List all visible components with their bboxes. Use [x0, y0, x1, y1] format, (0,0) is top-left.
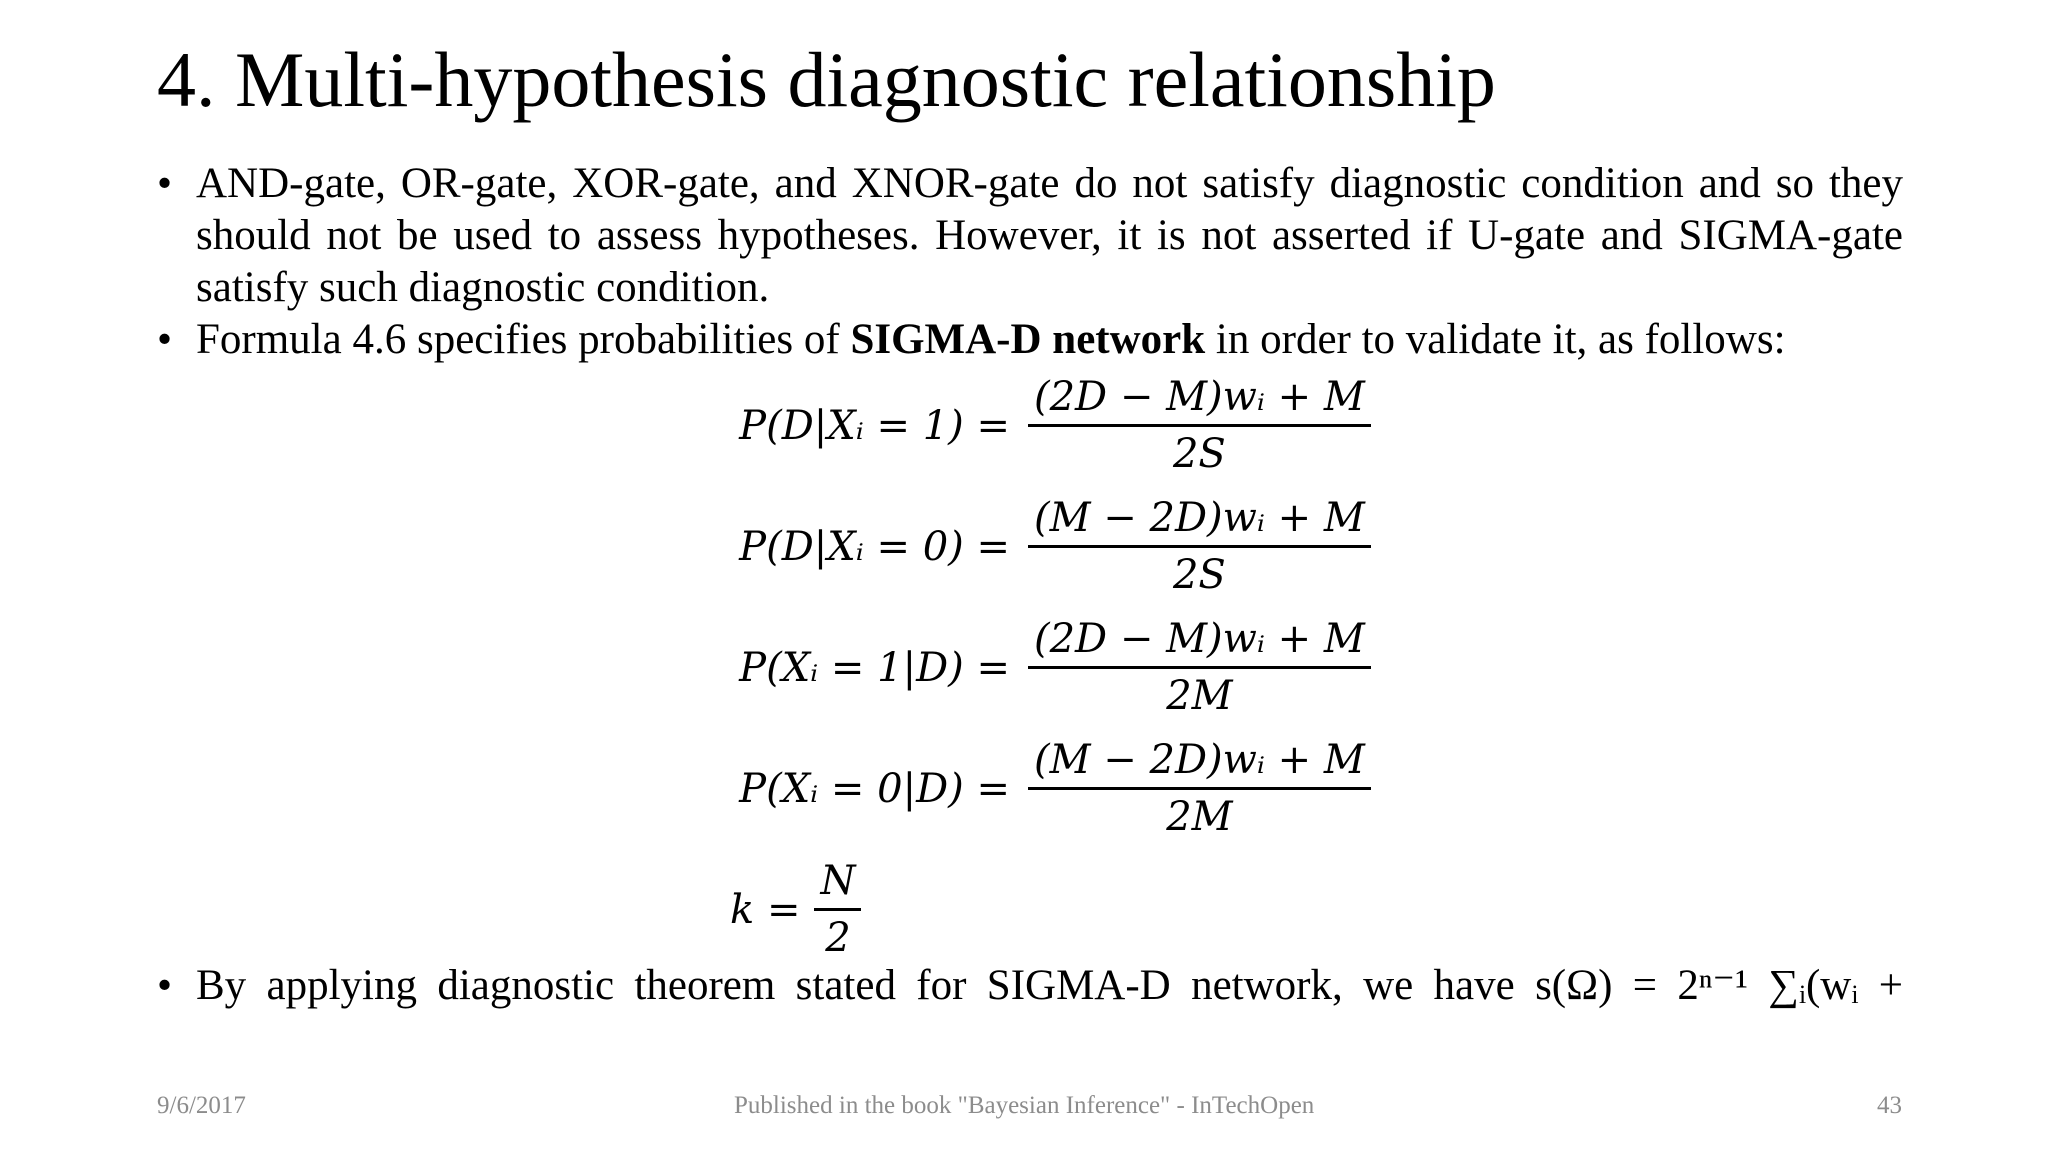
- fraction-denominator: 2M: [1166, 673, 1233, 719]
- bullet-text: Formula 4.6 specifies probabilities of: [196, 316, 851, 363]
- bullet-text: By applying diagnostic theorem stated for SIGMA-D network, we have s(Ω) = 2ⁿ⁻¹ ∑ᵢ(wᵢ +: [196, 962, 1903, 1009]
- fraction-numerator: N: [814, 858, 861, 911]
- bullet-item: [157, 960, 1903, 1012]
- equation-lhs: P(D|Xᵢ = 0) =: [739, 523, 1010, 570]
- fraction-denominator: 2S: [1172, 431, 1226, 477]
- equation: [730, 495, 1371, 598]
- equation-lhs: k =: [730, 886, 801, 933]
- fraction: [1028, 737, 1371, 840]
- footer-source: Published in the book "Bayesian Inference" - InTechOpen: [734, 1092, 1315, 1119]
- bullet-item: [157, 314, 1903, 366]
- fraction: [1028, 495, 1371, 598]
- fraction-numerator: (M − 2D)wᵢ + M: [1028, 495, 1371, 548]
- equation: [730, 858, 1371, 961]
- fraction: [814, 858, 861, 961]
- equation-lhs: P(Xᵢ = 1|D) =: [739, 644, 1010, 691]
- fraction-denominator: 2S: [1172, 552, 1226, 598]
- fraction-denominator: 2M: [1166, 794, 1233, 840]
- bullet-list: [157, 960, 1903, 1012]
- bullet-text: AND-gate, OR-gate, XOR-gate, and XNOR-gate do not satisfy diagnostic condition and so they should not be used to assess hypotheses. However, it is not asserted if U-gate and SIGMA-gate satisfy such diagnostic condition.: [196, 160, 1903, 311]
- footer-date: 9/6/2017: [157, 1092, 246, 1119]
- bullet-item: [157, 158, 1903, 314]
- equation: [730, 374, 1371, 477]
- equation-lhs: P(Xᵢ = 0|D) =: [739, 765, 1010, 812]
- equation: [730, 737, 1371, 840]
- bullet-text: in order to validate it, as follows:: [1205, 316, 1786, 363]
- bullet-marker: •: [157, 962, 173, 1009]
- fraction: [1028, 616, 1371, 719]
- bullet-marker: •: [157, 316, 173, 363]
- bullet-list: [157, 158, 1903, 366]
- equation: [730, 616, 1371, 719]
- fraction: [1028, 374, 1371, 477]
- bullet-bold-term: SIGMA-D network: [850, 316, 1206, 363]
- fraction-numerator: (2D − M)wᵢ + M: [1028, 374, 1371, 427]
- equation-lhs: P(D|Xᵢ = 1) =: [739, 402, 1010, 449]
- slide-title: 4. Multi-hypothesis diagnostic relationship: [157, 36, 1496, 123]
- fraction-denominator: 2: [825, 915, 851, 961]
- formula-block: [730, 374, 1371, 961]
- fraction-numerator: (2D − M)wᵢ + M: [1028, 616, 1371, 669]
- fraction-numerator: (M − 2D)wᵢ + M: [1028, 737, 1371, 790]
- footer-page-number: 43: [1877, 1092, 1902, 1119]
- bullet-marker: •: [157, 160, 173, 207]
